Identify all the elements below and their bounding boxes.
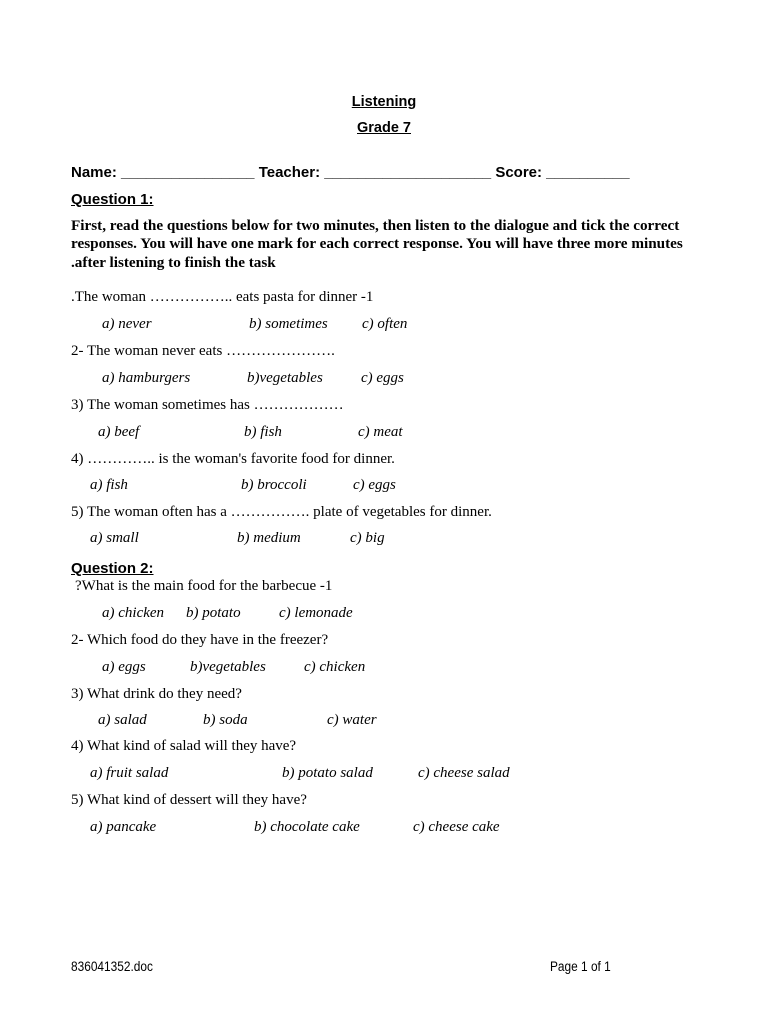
footer-filename: 836041352.doc <box>71 959 153 974</box>
teacher-blank: ____________________ <box>324 164 492 181</box>
footer-page-number: Page 1 of 1 <box>550 959 611 974</box>
student-info-line <box>71 164 630 181</box>
q2-item-2-option-b[interactable]: b)vegetables <box>190 659 266 675</box>
q2-item-3-option-b[interactable]: b) soda <box>203 712 248 728</box>
q1-item-2: 2- The woman never eats …………………. <box>71 343 335 359</box>
q1-item-3-option-c[interactable]: c) meat <box>358 424 403 440</box>
q2-item-2: 2- Which food do they have in the freezer? <box>71 632 329 648</box>
q1-item-5: 5) The woman often has a ……………. plate of vegetables for dinner. <box>71 504 492 520</box>
q2-item-4-option-c[interactable]: c) cheese salad <box>418 765 510 781</box>
q1-item-4-option-a[interactable]: a) fish <box>90 477 128 493</box>
question1-heading: Question 1: <box>71 191 154 208</box>
grade-label: Grade 7 <box>357 120 411 136</box>
q2-item-5: 5) What kind of dessert will they have? <box>71 792 307 808</box>
q2-item-5-option-c[interactable]: c) cheese cake <box>413 819 500 835</box>
q1-item-5-option-a[interactable]: a) small <box>90 530 139 546</box>
q2-item-1-option-c[interactable]: c) lemonade <box>279 605 353 621</box>
name-label: Name: <box>71 164 117 181</box>
q2-item-1: ?What is the main food for the barbecue -1 <box>75 578 333 594</box>
q2-item-3: 3) What drink do they need? <box>71 686 242 702</box>
q2-item-2-option-c[interactable]: c) chicken <box>304 659 366 675</box>
q1-item-3-option-b[interactable]: b) fish <box>244 424 282 440</box>
q2-item-2-option-a[interactable]: a) eggs <box>102 659 146 675</box>
q1-item-1-option-b[interactable]: b) sometimes <box>249 316 328 332</box>
q2-item-4: 4) What kind of salad will they have? <box>71 738 297 754</box>
name-blank: ________________ <box>121 164 255 181</box>
question2-heading: Question 2: <box>71 560 154 577</box>
q2-item-1-option-a[interactable]: a) chicken <box>102 605 165 621</box>
q1-item-5-option-b[interactable]: b) medium <box>237 530 301 546</box>
q1-item-2-option-a[interactable]: a) hamburgers <box>102 370 191 386</box>
teacher-label: Teacher: <box>258 164 321 181</box>
q1-item-3-option-a[interactable]: a) beef <box>98 424 140 440</box>
q2-item-5-option-b[interactable]: b) chocolate cake <box>254 819 360 835</box>
q2-item-3-option-c[interactable]: c) water <box>327 712 377 728</box>
q2-item-4-option-b[interactable]: b) potato salad <box>282 765 373 781</box>
q1-item-3: 3) The woman sometimes has ……………… <box>71 397 344 413</box>
q1-item-4-option-b[interactable]: b) broccoli <box>241 477 307 493</box>
q1-item-5-option-c[interactable]: c) big <box>350 530 385 546</box>
q2-item-1-option-b[interactable]: b) potato <box>186 605 241 621</box>
q2-item-5-option-a[interactable]: a) pancake <box>90 819 157 835</box>
q2-item-3-option-a[interactable]: a) salad <box>98 712 147 728</box>
q1-item-2-option-b[interactable]: b)vegetables <box>247 370 323 386</box>
q1-item-4-option-c[interactable]: c) eggs <box>353 477 396 493</box>
q1-item-1: .The woman …………….. eats pasta for dinner -1 <box>71 289 374 305</box>
q1-item-1-option-a[interactable]: a) never <box>102 316 152 332</box>
question1-instructions: First, read the questions below for two minutes, then listen to the dialogue and tick the correct responses. You will have one mark for each correct response. You will have three more minutes .after listening to finish the task <box>71 217 683 271</box>
q1-item-2-option-c[interactable]: c) eggs <box>361 370 404 386</box>
q1-item-1-option-c[interactable]: c) often <box>362 316 408 332</box>
q2-item-4-option-a[interactable]: a) fruit salad <box>90 765 169 781</box>
q1-item-4: 4) ………….. is the woman's favorite food for dinner. <box>71 451 395 467</box>
score-label: Score: <box>495 164 542 181</box>
score-blank: __________ <box>546 164 630 181</box>
page-title: Listening <box>351 94 417 110</box>
